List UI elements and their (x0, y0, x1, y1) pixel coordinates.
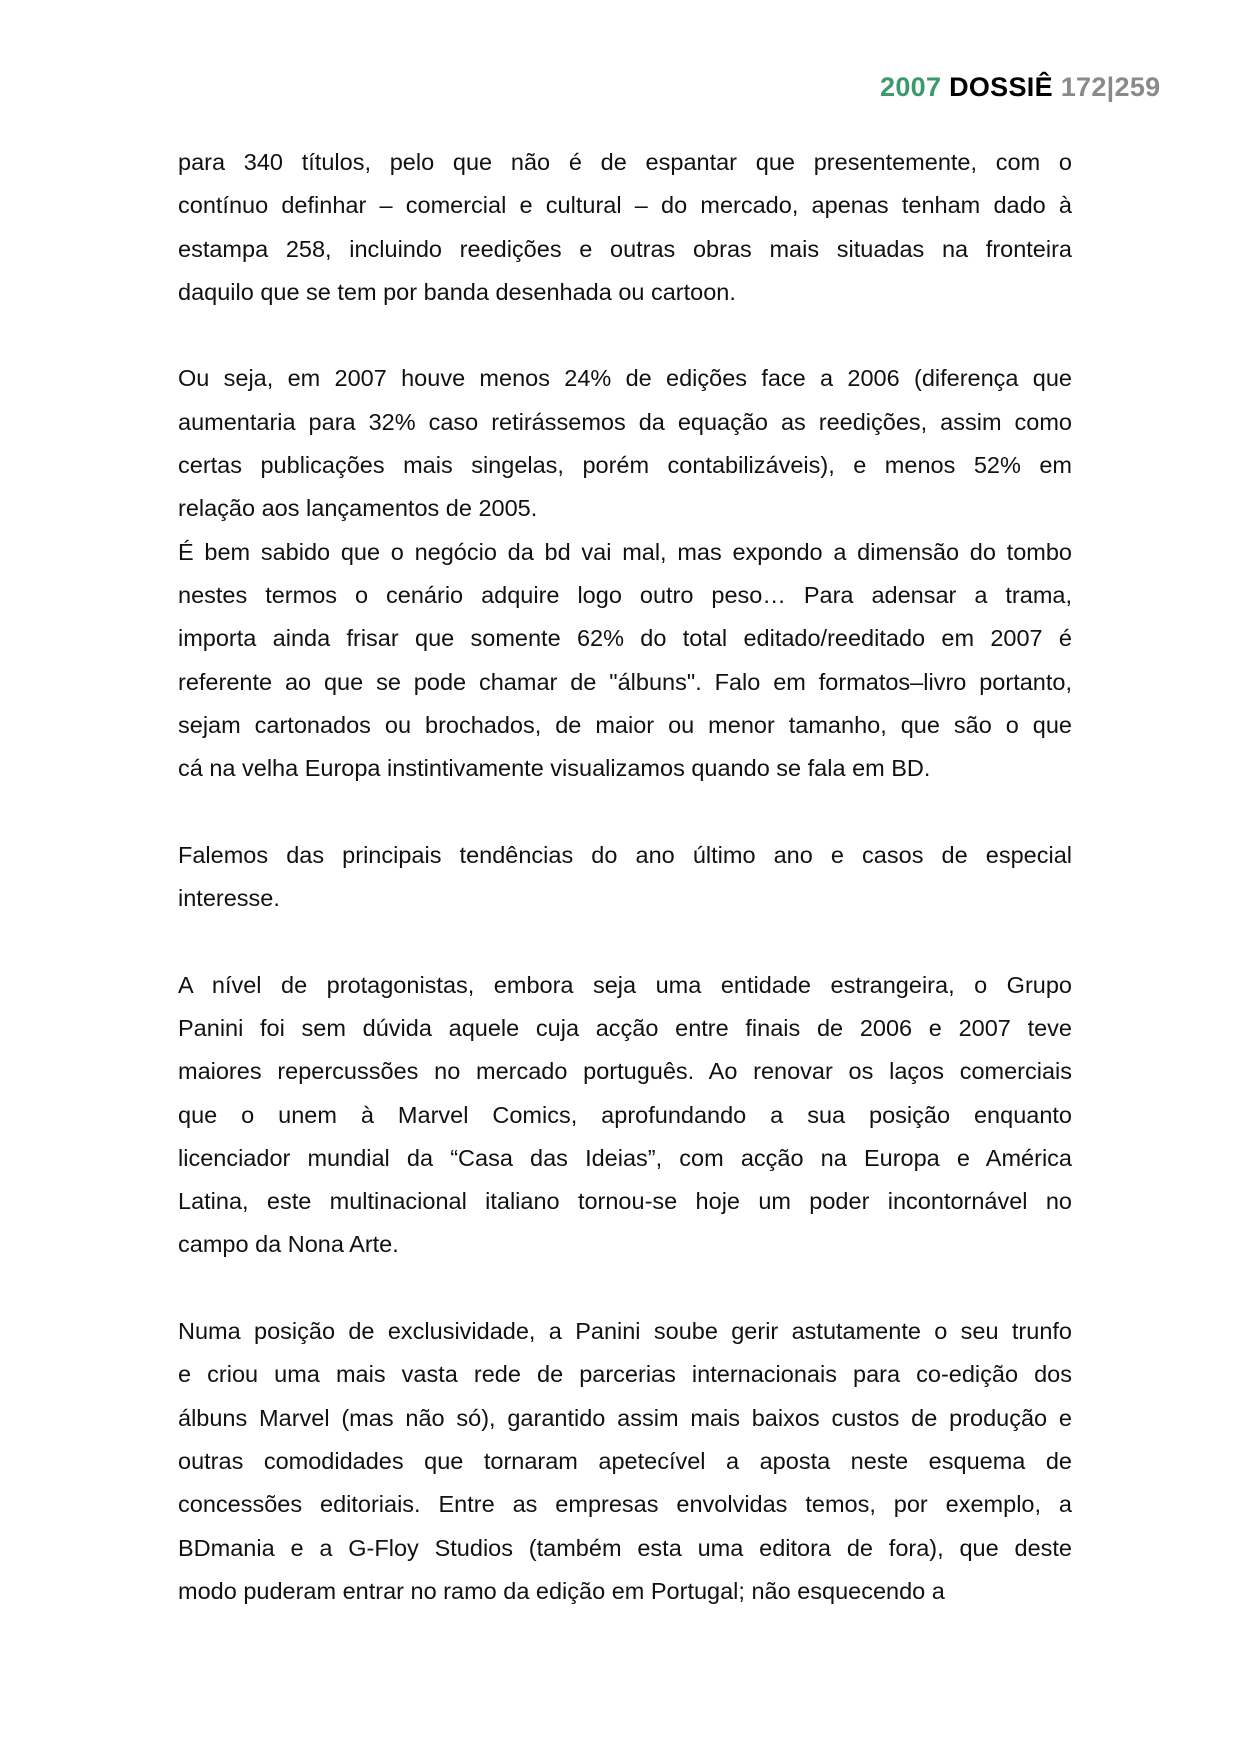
text-line: que o unem à Marvel Comics, aprofundando a sua posição enquanto (178, 1101, 1072, 1128)
paragraph (178, 141, 1072, 314)
text-line: estampa 258, incluindo reedições e outras obras mais situadas na fronteira (178, 235, 1072, 262)
text-line: nestes termos o cenário adquire logo outro peso… Para adensar a trama, (178, 581, 1072, 608)
text-line: relação aos lançamentos de 2005. (178, 495, 538, 522)
text-line: Panini foi sem dúvida aquele cuja acção entre finais de 2006 e 2007 teve (178, 1014, 1072, 1041)
text-line: sejam cartonados ou brochados, de maior ou menor tamanho, que são o que (178, 711, 1072, 738)
article-body (178, 141, 1072, 1613)
text-line: concessões editoriais. Entre as empresas envolvidas temos, por exemplo, a (178, 1491, 1072, 1518)
text-line: A nível de protagonistas, embora seja uma entidade estrangeira, o Grupo (178, 971, 1072, 998)
text-line: certas publicações mais singelas, porém contabilizáveis), e menos 52% em (178, 452, 1072, 479)
text-line: daquilo que se tem por banda desenhada ou cartoon. (178, 278, 736, 305)
text-line: interesse. (178, 885, 280, 912)
text-line: importa ainda frisar que somente 62% do total editado/reeditado em 2007 é (178, 625, 1072, 652)
paragraph-gap (178, 314, 1072, 357)
text-line: Numa posição de exclusividade, a Panini soube gerir astutamente o seu trunfo (178, 1318, 1072, 1345)
header-title: DOSSIÊ (949, 72, 1053, 102)
text-line: modo puderam entrar no ramo da edição em Portugal; não esquecendo a (178, 1577, 945, 1604)
text-line: É bem sabido que o negócio da bd vai mal, mas expondo a dimensão do tombo (178, 538, 1072, 565)
text-line: contínuo definhar – comercial e cultural – do mercado, apenas tenham dado à (178, 192, 1072, 219)
text-line: e criou uma mais vasta rede de parcerias internacionais para co-edição dos (178, 1361, 1072, 1388)
page-number: 172|259 (1060, 72, 1161, 102)
paragraph-gap (178, 790, 1072, 833)
text-line: maiores repercussões no mercado português. Ao renovar os laços comerciais (178, 1058, 1072, 1085)
text-line: BDmania e a G-Floy Studios (também esta uma editora de fora), que deste (178, 1534, 1072, 1561)
text-line: Falemos das principais tendências do ano último ano e casos de especial (178, 841, 1072, 868)
header-year: 2007 (880, 72, 942, 102)
paragraph (178, 357, 1072, 530)
paragraph-gap (178, 920, 1072, 963)
text-line: para 340 títulos, pelo que não é de espantar que presentemente, com o (178, 149, 1072, 175)
text-line: referente ao que se pode chamar de "álbuns". Falo em formatos–livro portanto, (178, 668, 1072, 695)
text-line: Latina, este multinacional italiano tornou-se hoje um poder incontornável no (178, 1188, 1072, 1215)
text-line: álbuns Marvel (mas não só), garantido assim mais baixos custos de produção e (178, 1404, 1072, 1431)
paragraph (178, 531, 1072, 791)
text-line: Ou seja, em 2007 houve menos 24% de edições face a 2006 (diferença que (178, 365, 1072, 392)
text-line: cá na velha Europa instintivamente visualizamos quando se fala em BD. (178, 755, 931, 782)
paragraph (178, 964, 1072, 1267)
text-line: outras comodidades que tornaram apetecível a aposta neste esquema de (178, 1447, 1072, 1474)
paragraph (178, 834, 1072, 921)
text-line: campo da Nona Arte. (178, 1231, 399, 1258)
page-header (880, 72, 1160, 103)
paragraph (178, 1310, 1072, 1613)
paragraph-gap (178, 1267, 1072, 1310)
text-line: aumentaria para 32% caso retirássemos da equação as reedições, assim como (178, 408, 1072, 435)
text-line: licenciador mundial da “Casa das Ideias”, com acção na Europa e América (178, 1144, 1072, 1171)
